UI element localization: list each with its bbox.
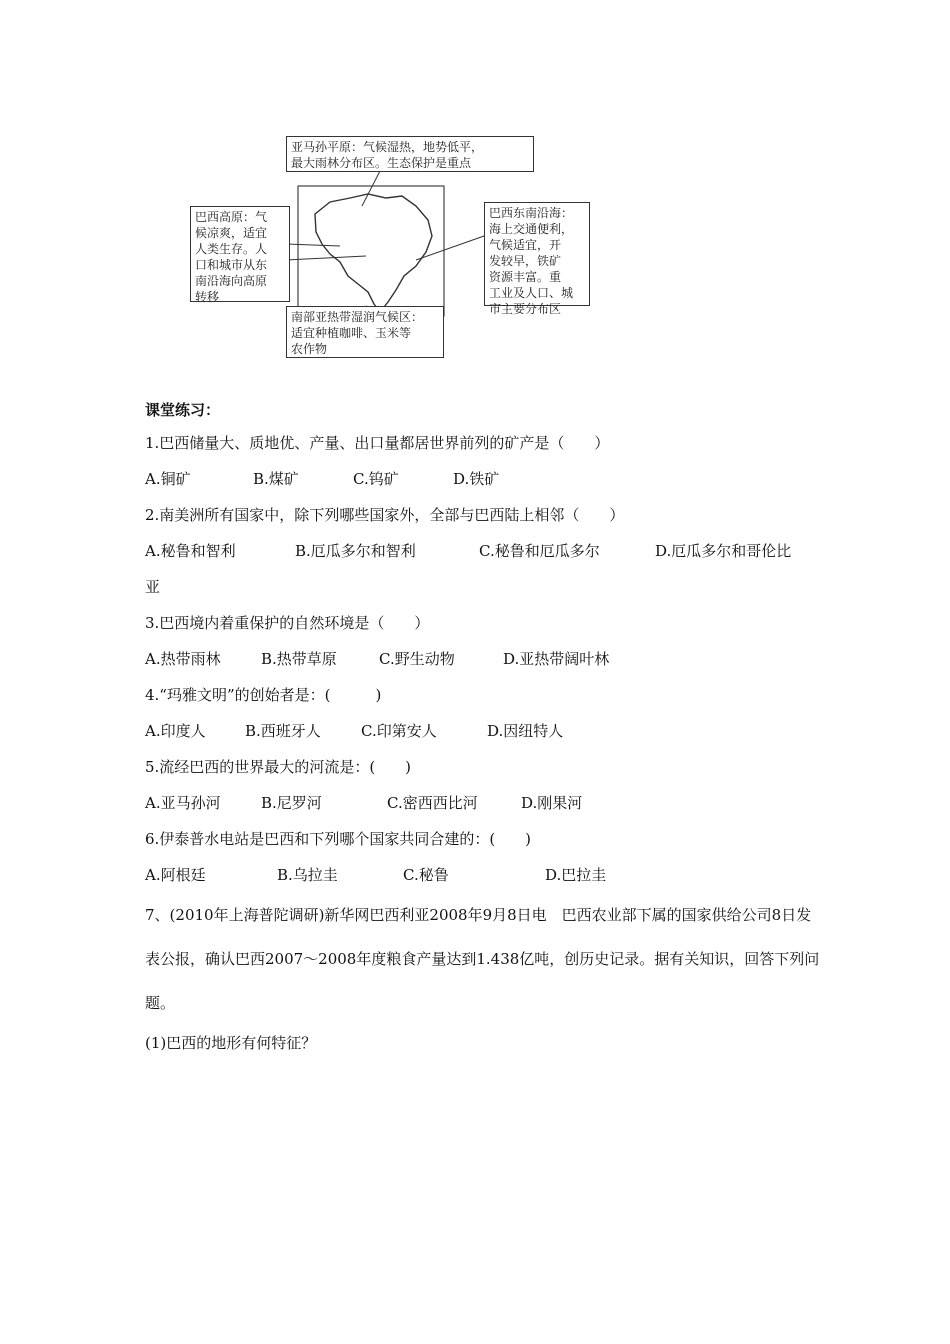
question-7-text: 7、(2010年上海普陀调研)新华网巴西利亚2008年9月8日电 巴西农业部下属的国家供给公司8日发表公报，确认巴西2007～2008年度粮食产量达到1.438亿吨，创历史记录。据有关知识，回答下列问题。 (145, 906, 820, 1012)
q6-option-d: D.巴拉圭 (545, 866, 607, 884)
q1-option-a: A.铜矿 (145, 470, 191, 488)
question-2-options (145, 533, 825, 569)
question-7-sub1: (1)巴西的地形有何特征？ (145, 1034, 317, 1052)
q2-option-b: B.厄瓜多尔和智利 (295, 542, 416, 560)
brazil-map-figure (190, 136, 600, 358)
q4-option-c: C.印第安人 (361, 722, 437, 740)
question-1-options (145, 461, 825, 497)
q6-option-c: C.秘鲁 (403, 866, 449, 884)
southern-climate-label: 南部亚热带湿润气候区： 适宜种植咖啡、玉米等 农作物 (286, 306, 444, 358)
question-5-options (145, 785, 825, 821)
question-1-stem: 1.巴西储量大、质地优、产量、出口量都居世界前列的矿产是（ ） (145, 434, 610, 452)
section-title: 课堂练习： (145, 401, 221, 419)
question-4-options (145, 713, 825, 749)
q3-option-c: C.野生动物 (379, 650, 455, 668)
exercise-section (145, 395, 825, 1061)
q1-option-d: D.铁矿 (453, 470, 500, 488)
q4-option-a: A.印度人 (145, 722, 206, 740)
question-6-stem: 6.伊泰普水电站是巴西和下列哪个国家共同合建的：( ) (145, 830, 532, 848)
question-6-options (145, 857, 825, 893)
question-4-stem: 4.“玛雅文明”的创始者是：( ) (145, 686, 382, 704)
q1-option-c: C.钨矿 (353, 470, 399, 488)
q6-option-b: B.乌拉圭 (277, 866, 338, 884)
question-3-options (145, 641, 825, 677)
question-2-stem: 2.南美洲所有国家中，除下列哪些国家外，全部与巴西陆上相邻（ ） (145, 506, 625, 524)
q3-option-d: D.亚热带阔叶林 (503, 650, 610, 668)
southeast-coast-label: 巴西东南沿海： 海上交通便利， 气候适宜，开 发较早，铁矿 资源丰富。重 工业及人口、城 市主要分布区 (484, 202, 590, 306)
q4-option-b: B.西班牙人 (245, 722, 321, 740)
q2-option-c: C.秘鲁和厄瓜多尔 (479, 542, 600, 560)
q3-option-a: A.热带雨林 (145, 650, 221, 668)
q6-option-a: A.阿根廷 (145, 866, 206, 884)
brazil-plateau-label: 巴西高原：气 候凉爽，适宜 人类生存。人 口和城市从东 南沿海向高原 转移 (190, 206, 290, 302)
q3-option-b: B.热带草原 (261, 650, 337, 668)
q5-option-c: C.密西西比河 (387, 794, 478, 812)
q4-option-d: D.因纽特人 (487, 722, 564, 740)
amazon-plain-label: 亚马孙平原：气候湿热，地势低平， 最大雨林分布区。生态保护是重点 (286, 136, 534, 172)
q2-option-d: D.厄瓜多尔和哥伦比 (655, 542, 792, 560)
q5-option-a: A.亚马孙河 (145, 794, 221, 812)
q2-option-d-continuation: 亚 (145, 578, 161, 596)
q1-option-b: B.煤矿 (253, 470, 299, 488)
q5-option-d: D.刚果河 (521, 794, 583, 812)
q2-option-a: A.秘鲁和智利 (145, 542, 236, 560)
q5-option-b: B.尼罗河 (261, 794, 322, 812)
question-5-stem: 5.流经巴西的世界最大的河流是：( ) (145, 758, 412, 776)
question-3-stem: 3.巴西境内着重保护的自然环境是（ ） (145, 614, 430, 632)
